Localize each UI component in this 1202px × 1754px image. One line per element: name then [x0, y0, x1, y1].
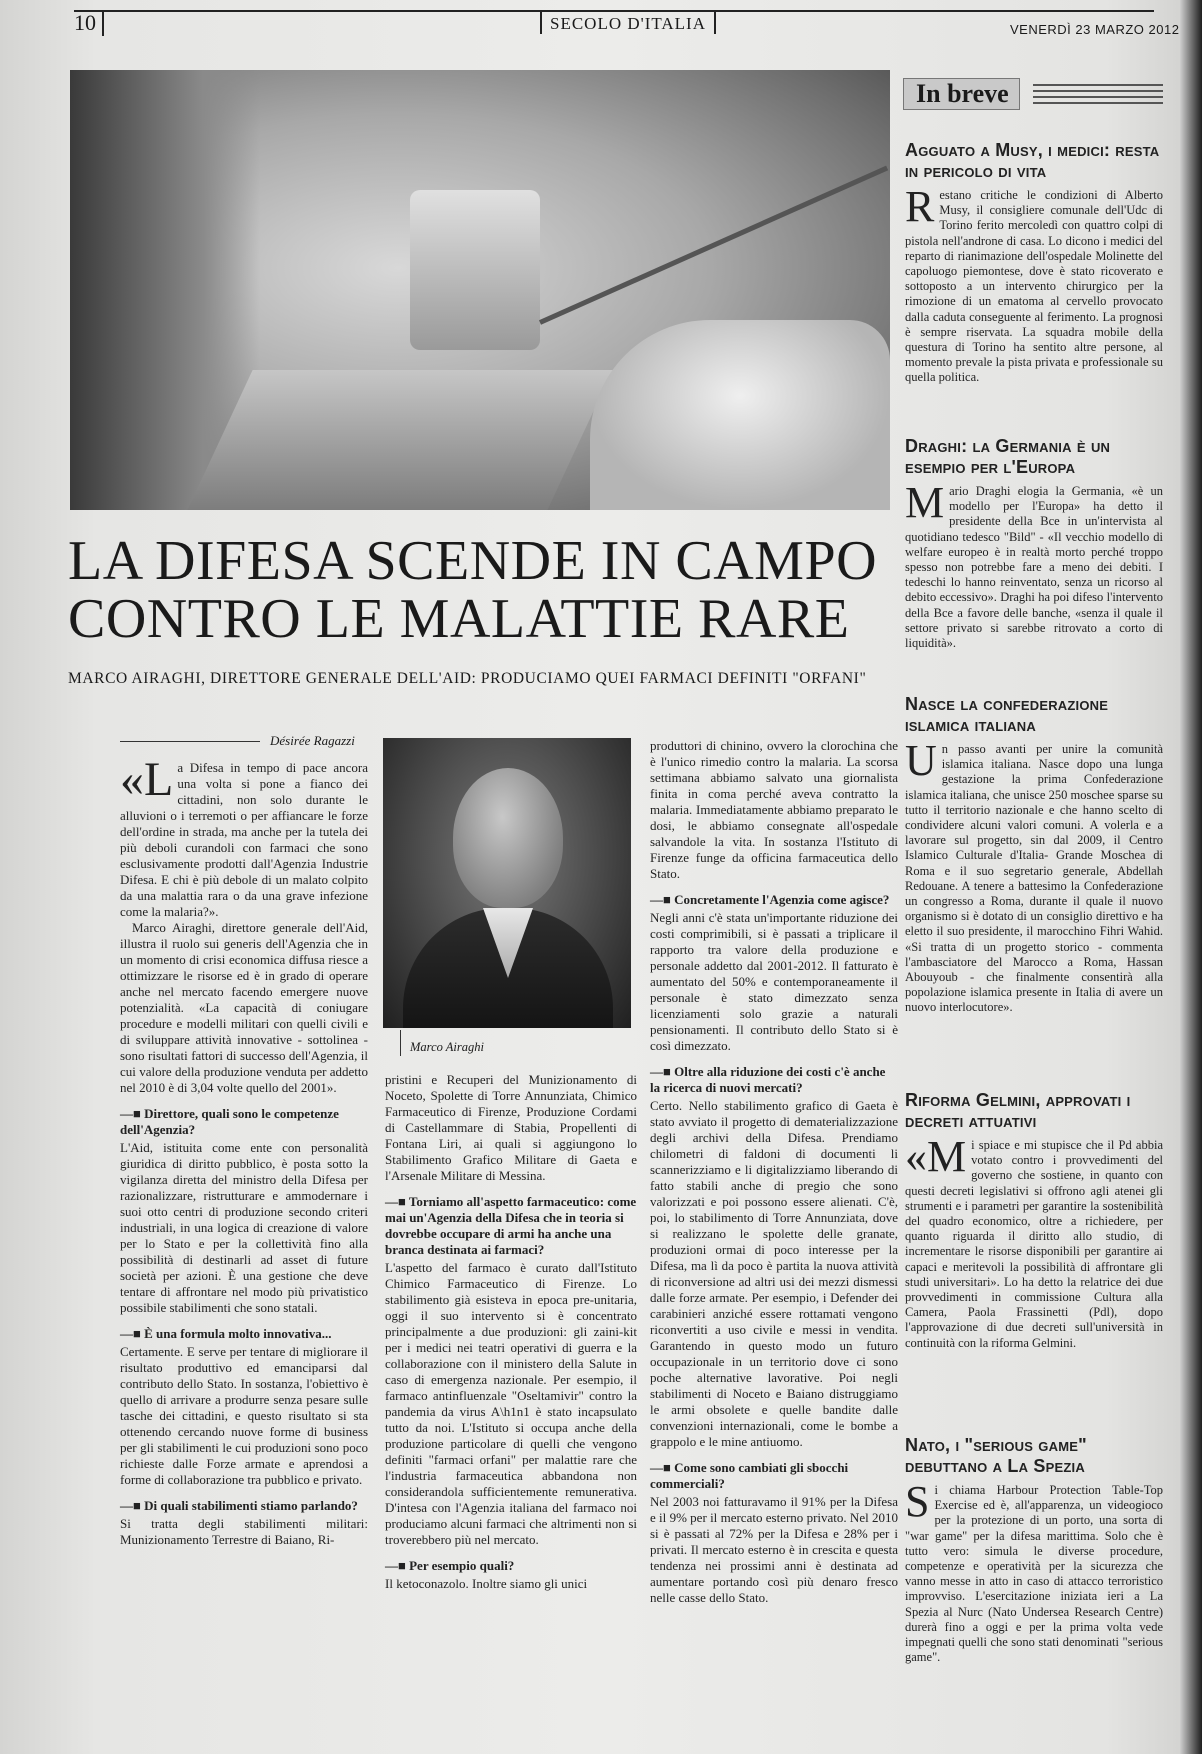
interview-answer: Certo. Nello stabilimento grafico di Gaeta è stato avviato il progetto di dematerializzazione degli archivi della Difesa. Prendiamo chilometri di faldoni di documenti li scannerizziamo e li digitalizziamo liberando di fatto stabili anche di pregio che sono valorizzati e poi possono essere alienati. C'è, poi, lo stabilimento di Torre Annunziata, dove si realizzano le spolette delle granate, produzioni ormai di poco interesse per la Difesa, ma lì da poco è partita la nuova attività di riconversione ad altri usi dei mezzi dismessi dalle forze armate. Per esempio, i Defender dei carabinieri anziché essere rottamati vengono riconvertiti a uso civile e messi in vendita. Garantendo in questo modo un futuro occupazionale in un territorio dove ci sono poche alternative lavorative. Poi negli stabilimenti di Noceto e Baiano distruggiamo le armi obsolete e quelle bandite dalle convenzioni internazionali, come le bombe a grappolo e le mine antiuomo. [650, 1098, 898, 1449]
brief-body: Un passo avanti per unire la comunità islamica italiana. Nasce dopo una lunga gestazione la prima Confederazione islamica italiana, che unisce 250 moschee sparse su tutto il territorio nazionale e che hanno scelto di condividere alcuni valori comuni. A volerla e a lavorare sul progetto, sin dal 2009, il Centro Islamico Culturale d'Italia- Grande Moschea di Roma e il suo segretario generale, Abdellah Redouane. A tenere a battesimo la Confederazione un congresso a Roma, durante il quale il nuovo organismo si è dotato di un consiglio direttivo e ha eletto il suo presidente, il marocchino Fihri Wahid. «Si tratta di un progetto storico - commenta l'ambasciatore del Marocco a Roma, Hassan Abouyoub - che finalmente consentirà alla popolazione islamica presente in Italia di avere un nuovo interlocutore». [905, 736, 1163, 1015]
article-column-2 [385, 1072, 637, 1592]
sidebar-header-lines [1033, 84, 1163, 104]
brief-title: Draghi: la Germania è un esempio per l'Europa [905, 436, 1111, 477]
brief-body: Restano critiche le condizioni di Alberto Musy, il consigliere comunale dell'Udc di Torino ferito mercoledì con quattro colpi di pistola nell'androne di casa. Lo dicono i medici del reparto di rianimazione dell'ospedale Molinette del capoluogo piemontese, dove è stato ricoverato e sottoposto a un intervento chirurgico per la rimozione di un ematoma al cervello provocato dalla caduta conseguente al ferimento. La prognosi è sempre riservata. La squadra mobile della questura di Torino ha sentito altre persone, al momento prevale la pista privata e professionale su quella politica. [905, 182, 1163, 385]
drop-cap: «L [120, 753, 174, 806]
photo-gloved-hand [590, 320, 890, 510]
portrait-head [453, 768, 563, 908]
brief-item [905, 1090, 1163, 1351]
brief-drop-cap: R [905, 182, 935, 231]
interview-answer: Nel 2003 noi fatturavamo il 91% per la Difesa e il 9% per il mercato esterno privato. Nel 2010 si è passati al 72% per la Difesa e 28% per i privati. Il mercato esterno è in crescita e questa tendenza nei prossimi anni è destinata ad aumentare portando così più denaro fresco nelle casse dello Stato. [650, 1494, 898, 1605]
page-number: 10 [74, 10, 104, 36]
brief-title: Riforma Gelmini, approvati i decreti attuativi [905, 1090, 1131, 1131]
article-column-3 [650, 738, 898, 1606]
sidebar-header [903, 78, 1163, 114]
lab-photo [70, 70, 890, 510]
byline-rule [120, 741, 260, 742]
interview-question: —■ È una formula molto innovativa... [120, 1326, 368, 1342]
brief-body: Si chiama Harbour Protection Table-Top Exercise ed è, all'apparenza, un videogioco per la protezione di un porto, una sorta di "war game" per la difesa marittima. Solo che è tutto vero: simula le diverse procedure, competenze e operatività per la sicurezza che vanno messe in atto in caso di attacco terroristico improvviso. L'esercitazione iniziata ieri a La Spezia al Nurc (Nato Undersea Research Centre) durerà fino a oggi e per la prima volta vede impegnati quelli che sono stati denominati "serious game". [905, 1477, 1163, 1665]
brief-item [905, 140, 1163, 386]
brief-drop-cap: M [905, 478, 945, 527]
masthead: SECOLO D'ITALIA [540, 12, 716, 34]
brief-drop-cap: «M [905, 1132, 967, 1181]
brief-drop-cap: S [905, 1477, 930, 1526]
byline: Désirée Ragazzi [270, 733, 355, 748]
brief-item [905, 1435, 1163, 1665]
interview-answer: Si tratta degli stabilimenti militari: Munizionamento Terrestre di Baiano, Ri- [120, 1516, 368, 1547]
brief-item [905, 694, 1163, 1016]
brief-body: «Mi spiace e mi stupisce che il Pd abbia votato contro i provvedimenti del governo che sostiene, in quanto con questi decreti legislativi si offrono agli atenei gli strumenti e i parametri per garantire la sostenibilità del quadro economico, oltre a richiedere, per quanto riguarda il diritto allo studio, di incrementare le risorse disponibili per garantire ai capaci e meritevoli la possibilità di affrontare gli studi universitari». Lo ha detto la relatrice dei due provvedimenti in commissione Cultura alla Camera, Paola Frassinetti (Pdl), dopo l'approvazione di due decreti sull'università in continuità con la riforma Gelmini. [905, 1132, 1163, 1350]
caption-rule [400, 1030, 401, 1056]
interview-question: —■ Torniamo all'aspetto farmaceutico: come mai un'Agenzia della Difesa che in teoria si dovrebbe occupare di armi ha anche una branca destinata ai farmaci? [385, 1194, 637, 1258]
paragraph: pristini e Recuperi del Munizionamento di Noceto, Spolette di Torre Annunziata, Chimico Farmaceutico di Firenze, Produzione Cordami di Castellammare di Stabia, Propellenti di Fontana Liri, ai quali si aggiungono lo Stabilimento Grafico Militare di Gaeta e l'Arsenale Militare di Messina. [385, 1072, 637, 1183]
article-headline [68, 532, 898, 648]
interview-answer: Negli anni c'è stata un'importante riduzione dei costi comprimibili, si è passati a triplicare il rapporto tra valore della produzione e personale addetto dal 2001-2012. Il fatturato è aumentato del 50% e contemporaneamente il personale è stato dimezzato senza licenziamenti solo grazie a naturali pensionamenti. Il contributo dello Stato si è così dimezzato. [650, 910, 898, 1053]
page-edge-shadow [1180, 0, 1202, 1754]
sidebar-title: In breve [903, 78, 1020, 110]
portrait-photo [383, 738, 631, 1028]
brief-title: Agguato a Musy, i medici: resta in pericolo di vita [905, 140, 1160, 181]
photo-pipette [539, 166, 888, 325]
article-subhead: MARCO AIRAGHI, DIRETTORE GENERALE DELL'AID: PRODUCIAMO QUEI FARMACI DEFINITI "ORFANI" [68, 670, 867, 687]
interview-question: —■ Per esempio quali? [385, 1558, 637, 1574]
paragraph: Marco Airaghi, direttore generale dell'Aid, illustra il ruolo sui generis dell'Agenzia che in un momento di crisi economica diffusa riesce a ottimizzare le risorse ed è in grado di operare anche nel mercato facendo emergere nuove potenzialità. «La capacità di coniugare procedure e modelli militari con quelli civili e di sviluppare attività innovative - sottolinea - sono risultati fattori di successo dell'Agenzia, il cui valore della produzione venduta per addetto nel 2010 è di 3,04 volte quello del 2001». [120, 920, 368, 1095]
article-column-1 [120, 753, 368, 1548]
interview-question: —■ Concretamente l'Agenzia come agisce? [650, 892, 898, 908]
interview-question: —■ Di quali stabilimenti stiamo parlando? [120, 1498, 368, 1514]
brief-drop-cap: U [905, 736, 937, 785]
interview-answer: Il ketoconazolo. Inoltre siamo gli unici [385, 1576, 588, 1591]
headline-line-2: CONTRO LE MALATTIE RARE [68, 588, 850, 650]
interview-answer: L'aspetto del farmaco è curato dall'Istituto Chimico Farmaceutico di Firenze. Lo stabilimento già esisteva in epoca pre-unitaria, oggi il suo intervento si è concentrato principalmente a due produzioni: gli zaini-kit per i medici nei teatri operativi di guerra e la collaborazione con il ministero della Salute in caso di emergenza nazionale. Per esempio, il farmaco antinfluenzale "Oseltamivir" contro la pandemia da virus A\h1n1 è stato incapsulato tutto da noi. L'Istituto si occupa anche della produzione particolare di quelli che vengono definiti "farmaci orfani" per malattie rare che l'industria farmaceutica abbandona non considerandola sufficientemente remunerativa. D'intesa con l'Agenzia italiana del farmaco noi produciamo alcuni farmaci che altrimenti non si troverebbero più nel mercato. [385, 1260, 637, 1547]
photo-gloved-arm [187, 370, 612, 510]
paragraph: produttori di chinino, ovvero la clorochina che è l'unico rimedio contro la malaria. La scorsa settimana abbiamo salvato una giornalista finita in coma perché aveva contratto la malaria. Immediatamente abbiamo preparato le dosi, le abbiamo consegnate all'ospedale salvandole la vita. In sostanza l'Istituto di Firenze funge da officina farmaceutica dello Stato. [650, 738, 898, 881]
brief-title: Nasce la confederazione islamica italiana [905, 694, 1109, 735]
brief-item [905, 436, 1163, 651]
brief-title: Nato, i "serious game" debuttano a La Spezia [905, 1435, 1087, 1476]
headline-line-1: LA DIFESA SCENDE IN CAMPO [68, 530, 878, 592]
interview-answer: Certamente. E serve per tentare di migliorare il risultato produttivo ed emanciparsi dal contributo dello Stato. In sostanza, l'obiettivo è quello di arrivare a produrre senza pesare sulle tasche dei cittadini, e questo risultato si sta ottenendo cercando nuove forme di business per gli stabilimenti le cui produzioni sono poco richieste dalle Forze armate e aprendosi a forme di collaborazione tra pubblico e privato. [120, 1344, 368, 1487]
interview-question: —■ Direttore, quali sono le competenze dell'Agenzia? [120, 1106, 368, 1138]
intro-paragraph: «La Difesa in tempo di pace ancora una volta si pone a fianco dei cittadini, non solo durante le alluvioni o i terremoti o per affiancare le forze dell'ordine in strada, ma anche per la tutela dei più deboli curandoli con farmaci che sono esclusivamente prodotti dall'Agenzia Industrie Difesa. E chi è più debole di un malato colpito da una malattia rara o da una grave infezione come la malaria?». [120, 753, 368, 919]
issue-date: VENERDÌ 23 MARZO 2012 [1010, 22, 1180, 37]
photo-pipette-rack [410, 190, 540, 350]
interview-answer: L'Aid, istituita come ente con personalità giuridica di diritto pubblico, è posta sotto la vigilanza diretta del ministro della Difesa per razionalizzare, ristrutturare e ammodernare i suoi otto centri di produzione secondo criteri industriali, in una logica di creazione di valore per lo Stato e per la collettività fino alla possibilità di destinarli ad asset di future società per azioni. È una gestione che deve tentare di affrontare nel modo più privatistico possibile stabilimenti che sono statali. [120, 1140, 368, 1315]
photo-caption: Marco Airaghi [410, 1040, 484, 1054]
brief-body: Mario Draghi elogia la Germania, «è un modello per l'Europa» ha detto il presidente della Bce in un'intervista al quotidiano tedesco "Bild" - «Il vecchio modello di welfare europeo è in realtà morto perché troppo spesso non potrebbe fare a meno dei debiti. I tedeschi lo hanno reinventato, senza un ricorso al debito eccessivo». Draghi ha poi difeso l'intervento della Bce a favore delle banche, «senza il quale il settore privato si sarebbe ritrovato a corto di liquidità». [905, 478, 1163, 651]
interview-question: —■ Come sono cambiati gli sbocchi commerciali? [650, 1460, 898, 1492]
interview-question: —■ Oltre alla riduzione dei costi c'è anche la ricerca di nuovi mercati? [650, 1064, 898, 1096]
